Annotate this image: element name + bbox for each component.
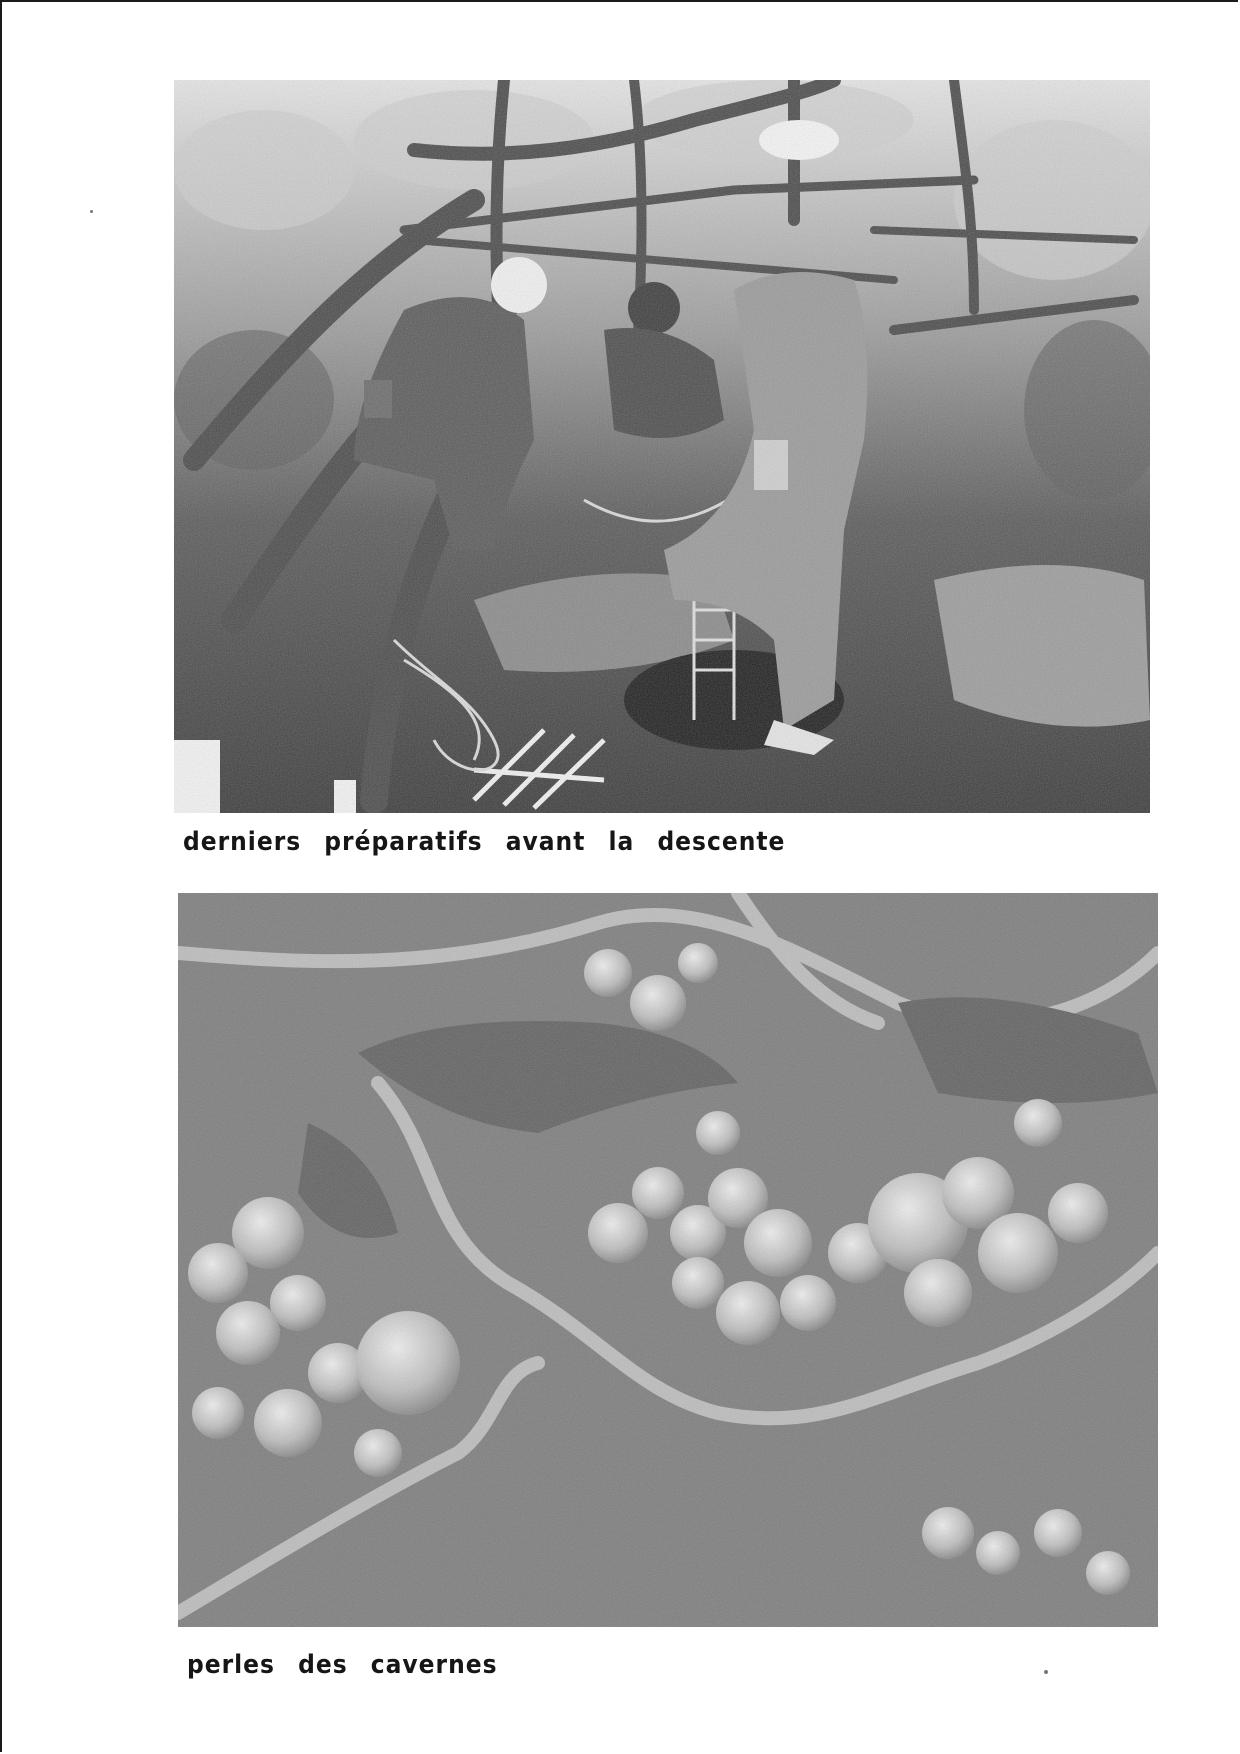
photo-caption-cave-pearls: perles des cavernes — [187, 1650, 498, 1680]
cave-pearls-photo — [178, 893, 1158, 1627]
cavers-preparation-photo — [174, 80, 1150, 813]
cave-pearls-illustration — [178, 893, 1158, 1627]
cavers-preparation-illustration — [174, 80, 1150, 813]
scan-speck — [90, 210, 93, 213]
scan-speck — [1044, 1670, 1048, 1674]
photo-caption-preparation: derniers préparatifs avant la descente — [183, 827, 786, 857]
